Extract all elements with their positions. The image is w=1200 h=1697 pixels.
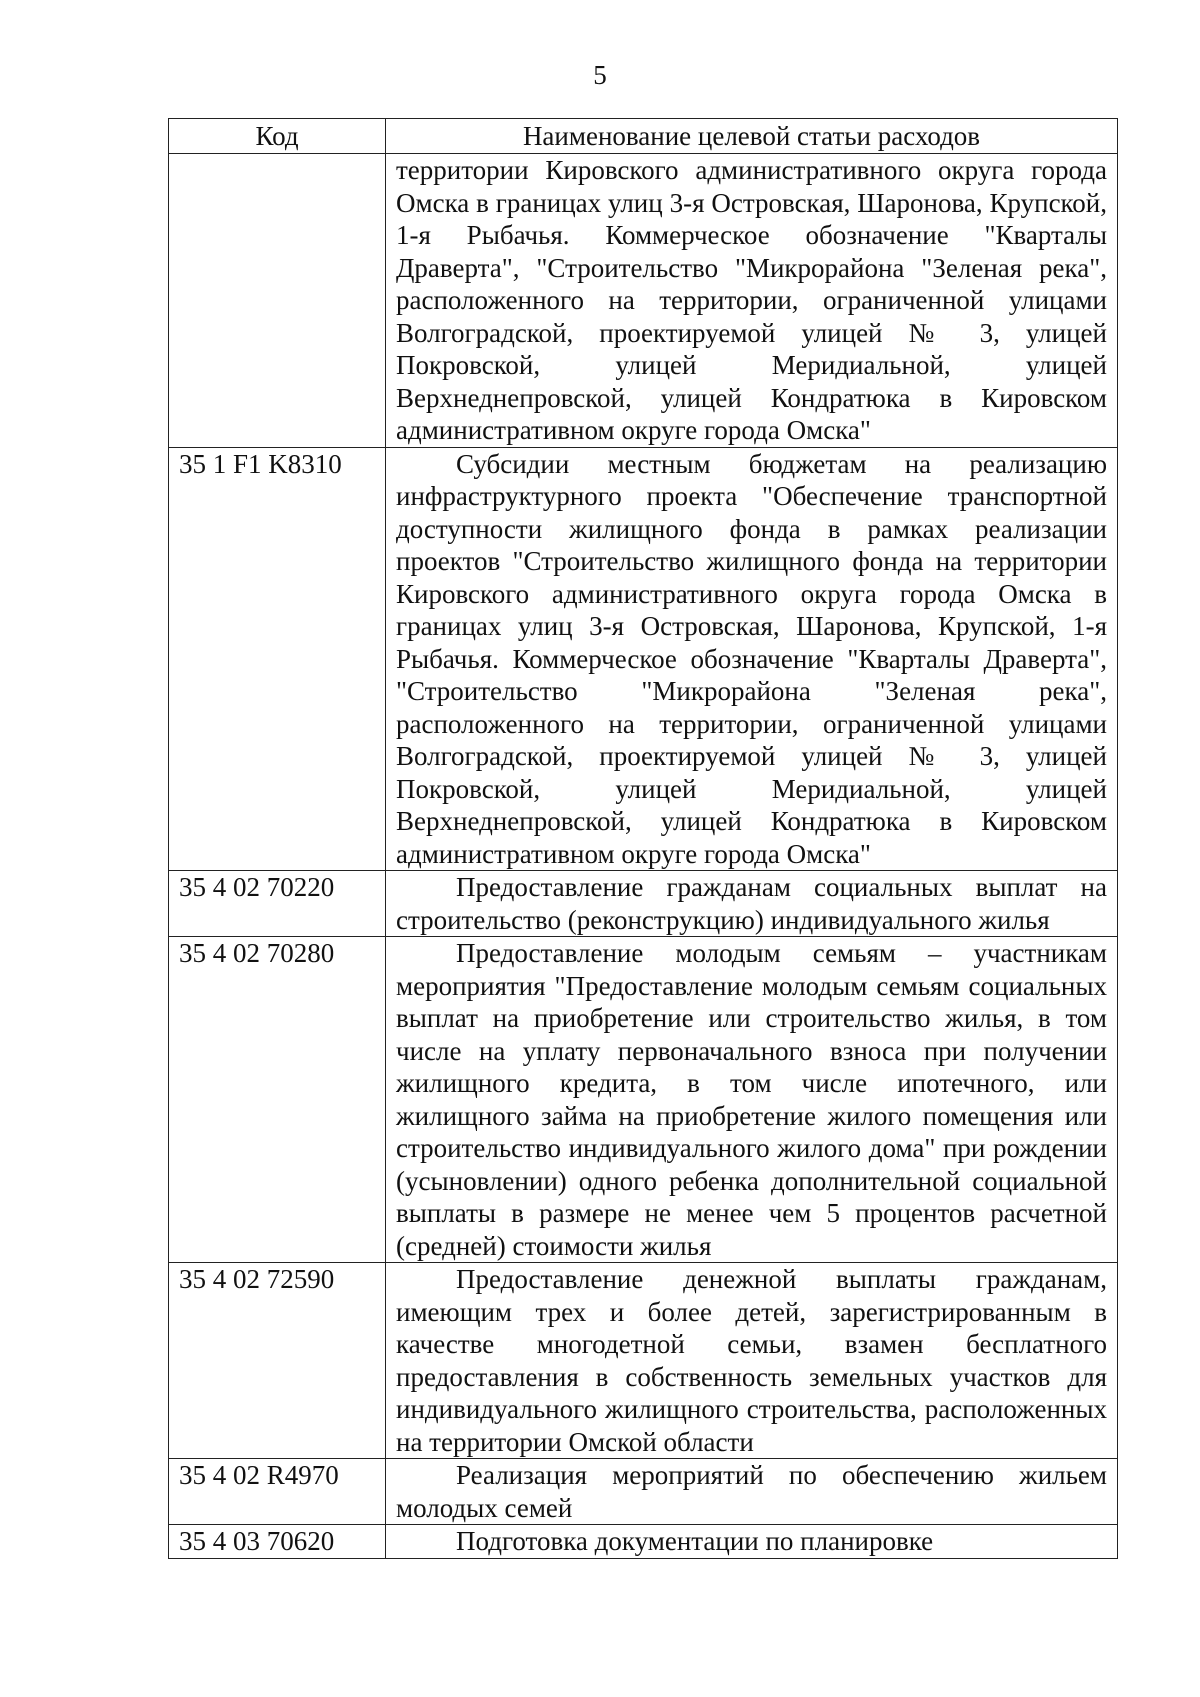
table-row xyxy=(169,154,1118,448)
table-row xyxy=(169,1459,1118,1525)
row-code: 35 4 02 R4970 xyxy=(169,1459,386,1525)
table-row xyxy=(169,1525,1118,1559)
row-code xyxy=(169,154,386,448)
budget-items-table xyxy=(168,118,1118,1559)
page-number: 5 xyxy=(593,60,607,90)
row-name: Предоставление гражданам социальных выплат на строительство (реконструкцию) индивидуального жилья xyxy=(386,871,1118,937)
row-name: территории Кировского административного округа города Омска в границах улиц 3-я Островская, Шаронова, Крупской, 1-я Рыбачья. Коммерческое обозначение "Кварталы Драверта", "Строительство "Микрорайона "Зеленая река", расположенного на территории, ограниченной улицами Волгоградской, проектируемой улицей № 3, улицей Покровской, улицей Меридиальной, улицей Верхнеднепровской, улицей Кондратюка в Кировском административном округе города Омска" xyxy=(386,154,1118,448)
header-code: Код xyxy=(169,119,386,154)
row-name: Подготовка документации по планировке xyxy=(386,1525,1118,1559)
table-row xyxy=(169,1263,1118,1459)
row-name: Предоставление денежной выплаты гражданам, имеющим трех и более детей, зарегистрированным в качестве многодетной семьи, взамен бесплатного предоставления в собственность земельных участков для индивидуального жилищного строительства, расположенных на территории Омской области xyxy=(386,1263,1118,1459)
row-code: 35 4 03 70620 xyxy=(169,1525,386,1559)
row-code: 35 4 02 70280 xyxy=(169,937,386,1263)
row-name: Предоставление молодым семьям – участникам мероприятия "Предоставление молодым семьям социальных выплат на приобретение или строительство жилья, в том числе на уплату первоначального взноса при получении жилищного кредита, в том числе ипотечного, или жилищного займа на приобретение жилого помещения или строительство индивидуального жилого дома" при рождении (усыновлении) одного ребенка дополнительной социальной выплаты в размере не менее чем 5 процентов расчетной (средней) стоимости жилья xyxy=(386,937,1118,1263)
row-name: Реализация мероприятий по обеспечению жильем молодых семей xyxy=(386,1459,1118,1525)
table-row xyxy=(169,447,1118,871)
row-code: 35 1 F1 K8310 xyxy=(169,447,386,871)
table-row xyxy=(169,937,1118,1263)
row-code: 35 4 02 70220 xyxy=(169,871,386,937)
table-header-row xyxy=(169,119,1118,154)
table-row xyxy=(169,871,1118,937)
row-name: Субсидии местным бюджетам на реализацию инфраструктурного проекта "Обеспечение транспортной доступности жилищного фонда в рамках реализации проектов "Строительство жилищного фонда на территории Кировского административного округа города Омска в границах улиц 3-я Островская, Шаронова, Крупской, 1-я Рыбачья. Коммерческое обозначение "Кварталы Драверта", "Строительство "Микрорайона "Зеленая река", расположенного на территории, ограниченной улицами Волгоградской, проектируемой улицей № 3, улицей Покровской, улицей Меридиальной, улицей Верхнеднепровской, улицей Кондратюка в Кировском административном округе города Омска" xyxy=(386,447,1118,871)
header-name: Наименование целевой статьи расходов xyxy=(386,119,1118,154)
row-code: 35 4 02 72590 xyxy=(169,1263,386,1459)
